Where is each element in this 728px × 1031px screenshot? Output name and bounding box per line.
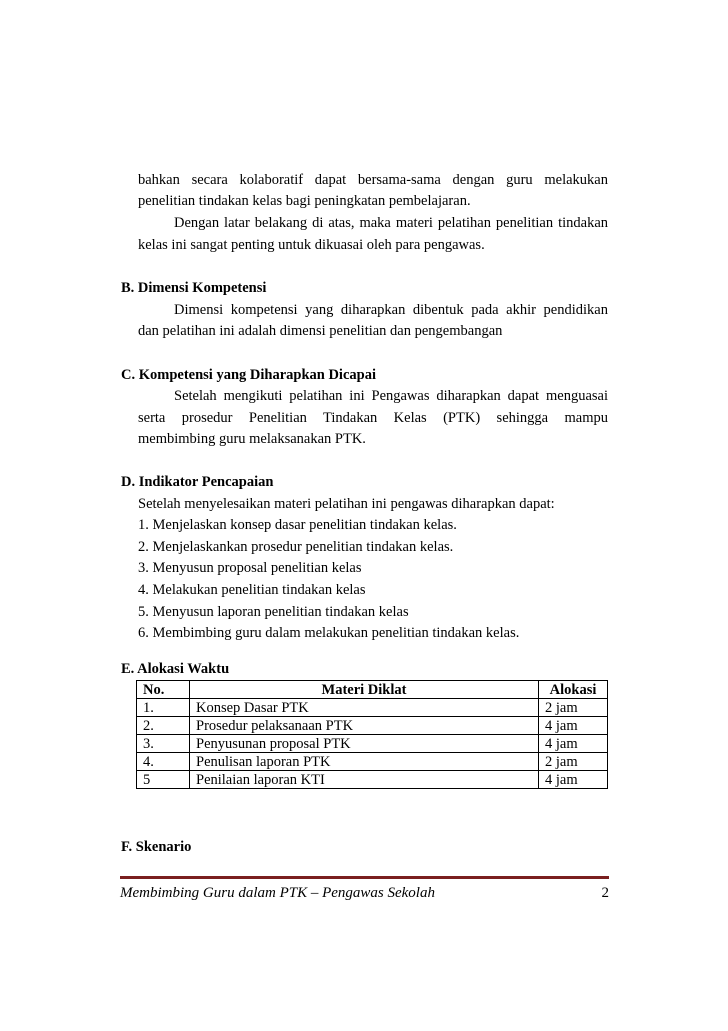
intro-line-1: bahkan secara kolaboratif dapat bersama-sama dengan guru melakukan	[138, 172, 608, 188]
cell-no: 5	[137, 771, 190, 789]
indicator-item-6: 6. Membimbing guru dalam melakukan penelitian tindakan kelas.	[138, 625, 520, 641]
section-c-line-2: serta prosedur Penelitian Tindakan Kelas (PTK) sehingga mampu	[138, 410, 608, 426]
section-e-heading: E. Alokasi Waktu	[121, 661, 230, 677]
intro-line-2: penelitian tindakan kelas bagi peningkatan pembelajaran.	[138, 193, 471, 209]
header-no: No.	[137, 681, 190, 699]
cell-materi: Penyusunan proposal PTK	[190, 735, 539, 753]
cell-no: 3.	[137, 735, 190, 753]
intro-line-4: kelas ini sangat penting untuk dikuasai oleh para pengawas.	[138, 237, 485, 253]
cell-alokasi: 4 jam	[539, 735, 608, 753]
cell-materi: Konsep Dasar PTK	[190, 699, 539, 717]
indicator-item-4: 4. Melakukan penelitian tindakan kelas	[138, 582, 366, 598]
cell-alokasi: 4 jam	[539, 771, 608, 789]
section-c-heading: C. Kompetensi yang Diharapkan Dicapai	[121, 367, 376, 383]
header-materi: Materi Diklat	[190, 681, 539, 699]
cell-no: 4.	[137, 753, 190, 771]
section-f-heading: F. Skenario	[121, 839, 192, 855]
cell-no: 2.	[137, 717, 190, 735]
indicator-item-3: 3. Menyusun proposal penelitian kelas	[138, 560, 362, 576]
table-row	[137, 753, 608, 771]
section-b-heading: B. Dimensi Kompetensi	[121, 280, 267, 296]
indicator-item-2: 2. Menjelaskankan prosedur penelitian tindakan kelas.	[138, 539, 454, 555]
footer-title: Membimbing Guru dalam PTK – Pengawas Sekolah	[120, 885, 435, 901]
table-row	[137, 735, 608, 753]
table-row	[137, 717, 608, 735]
section-d-heading: D. Indikator Pencapaian	[121, 474, 274, 490]
footer-rule	[120, 876, 609, 879]
section-c-line-3: membimbing guru melaksanakan PTK.	[138, 431, 366, 447]
page-number: 2	[601, 885, 609, 901]
page-footer	[120, 884, 609, 902]
cell-alokasi: 2 jam	[539, 699, 608, 717]
table-header-row	[137, 681, 608, 699]
cell-alokasi: 2 jam	[539, 753, 608, 771]
cell-materi: Penilaian laporan KTI	[190, 771, 539, 789]
section-d-intro: Setelah menyelesaikan materi pelatihan ini pengawas diharapkan dapat:	[138, 496, 555, 512]
intro-line-3: Dengan latar belakang di atas, maka materi pelatihan penelitian tindakan	[174, 215, 608, 231]
cell-alokasi: 4 jam	[539, 717, 608, 735]
header-alokasi: Alokasi	[539, 681, 608, 699]
indicator-item-1: 1. Menjelaskan konsep dasar penelitian tindakan kelas.	[138, 517, 457, 533]
section-c-line-1: Setelah mengikuti pelatihan ini Pengawas diharapkan dapat menguasai	[174, 388, 608, 404]
cell-no: 1.	[137, 699, 190, 717]
time-allocation-table	[136, 680, 608, 789]
cell-materi: Penulisan laporan PTK	[190, 753, 539, 771]
section-b-line-1: Dimensi kompetensi yang diharapkan dibentuk pada akhir pendidikan	[174, 302, 608, 318]
indicator-item-5: 5. Menyusun laporan penelitian tindakan kelas	[138, 604, 409, 620]
table-row	[137, 699, 608, 717]
section-b-line-2: dan pelatihan ini adalah dimensi penelitian dan pengembangan	[138, 323, 503, 339]
cell-materi: Prosedur pelaksanaan PTK	[190, 717, 539, 735]
table-row	[137, 771, 608, 789]
